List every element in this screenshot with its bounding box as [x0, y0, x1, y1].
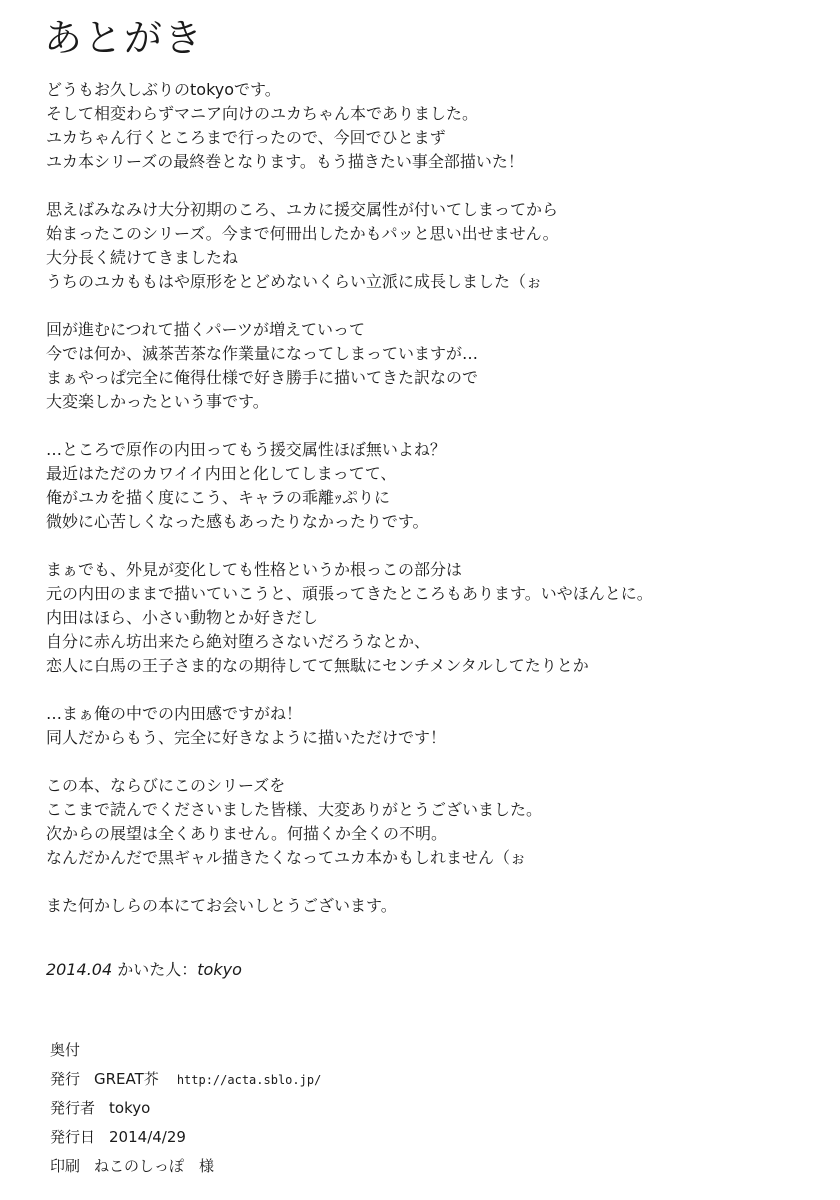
colophon-publisher-row: [50, 1065, 650, 1094]
text-line: 今では何か、滅茶苦茶な作業量になってしまっていますが…: [46, 344, 479, 363]
signature-line: [46, 958, 242, 982]
colophon-issuer-row: [50, 1094, 650, 1123]
paragraph-8: [46, 894, 806, 918]
paragraph-5: [46, 558, 806, 678]
publisher-label: 発行: [50, 1070, 81, 1088]
text-line: 同人だからもう、完全に好きなように描いただけです！: [46, 728, 447, 747]
text-line: まぁでも、外見が変化しても性格というか根っこの部分は: [46, 560, 463, 579]
afterword-body: [46, 78, 806, 942]
issuer-label: 発行者: [50, 1099, 96, 1117]
text-line: …まぁ俺の中での内田感ですがね！: [46, 704, 303, 723]
paragraph-2: [46, 198, 806, 294]
paragraph-1: [46, 78, 806, 174]
paragraph-4: [46, 438, 806, 534]
text-line: 自分に赤ん坊出来たら絶対堕ろさないだろうなとか、: [46, 632, 431, 651]
text-line: 始まったこのシリーズ。今まで何冊出したかもパッと思い出せません。: [46, 224, 559, 243]
signature-author: tokyo: [197, 960, 242, 979]
text-line: ここまで読んでくださいました皆様、大変ありがとうございました。: [46, 800, 543, 819]
text-line: どうもお久しぶりのtokyoです。: [46, 80, 281, 99]
colophon-date-row: [50, 1123, 650, 1152]
signature-date: 2014.04: [46, 960, 113, 979]
text-line: 次からの展望は全くありません。何描くか全くの不明。: [46, 824, 447, 843]
text-line: 大変楽しかったという事です。: [46, 392, 269, 411]
colophon-heading-row: [50, 1036, 650, 1065]
paragraph-7: [46, 774, 806, 870]
publisher-value: GREAT芥: [94, 1070, 159, 1088]
date-value: 2014/4/29: [109, 1128, 186, 1146]
text-line: 内田はほら、小さい動物とか好きだし: [46, 608, 319, 627]
page-title: あとがき: [44, 16, 205, 60]
text-line: まぁやっぱ完全に俺得仕様で好き勝手に描いてきた訳なので: [46, 368, 479, 387]
text-line: ユカ本シリーズの最終巻となります。もう描きたい事全部描いた！: [46, 152, 524, 171]
text-line: そして相変わらずマニア向けのユカちゃん本でありました。: [46, 104, 479, 123]
text-line: 微妙に心苦しくなった感もあったりなかったりです。: [46, 512, 429, 531]
text-line: 最近はただのカワイイ内田と化してしまってて、: [46, 464, 397, 483]
text-line: 思えばみなみけ大分初期のころ、ユカに援交属性が付いてしまってから: [46, 200, 559, 219]
text-line: また何かしらの本にてお会いしとうございます。: [46, 896, 397, 915]
text-line: 俺がユカを描く度にこう、キャラの乖離ｯぷりに: [46, 488, 391, 507]
paragraph-6: [46, 702, 806, 750]
text-line: この本、ならびにこのシリーズを: [46, 776, 286, 795]
issuer-value: tokyo: [109, 1099, 151, 1117]
text-line: なんだかんだで黒ギャル描きたくなってユカ本かもしれません（ぉ: [46, 848, 527, 867]
paragraph-3: [46, 318, 806, 414]
colophon-printer-row: [50, 1152, 650, 1181]
text-line: 大分長く続けてきましたね: [46, 248, 239, 267]
text-line: 回が進むにつれて描くパーツが増えていって: [46, 320, 366, 339]
text-line: うちのユカももはや原形をとどめないくらい立派に成長しました（ぉ: [46, 272, 543, 291]
signature-label: かいた人：: [117, 960, 198, 979]
printer-label: 印刷: [50, 1157, 81, 1175]
text-line: 元の内田のままで描いていこうと、頑張ってきたところもあります。いやほんとに。: [46, 584, 653, 603]
colophon-heading: 奥付: [50, 1041, 81, 1059]
publisher-url: http://acta.sblo.jp/: [176, 1073, 322, 1087]
text-line: …ところで原作の内田ってもう援交属性ほぼ無いよね？: [46, 440, 446, 459]
colophon: [50, 1036, 650, 1181]
text-line: 恋人に白馬の王子さま的なの期待してて無駄にセンチメンタルしてたりとか: [46, 656, 589, 675]
date-label: 発行日: [50, 1128, 96, 1146]
text-line: ユカちゃん行くところまで行ったので、今回でひとまず: [46, 128, 446, 147]
printer-value: ねこのしっぽ 様: [94, 1157, 215, 1175]
